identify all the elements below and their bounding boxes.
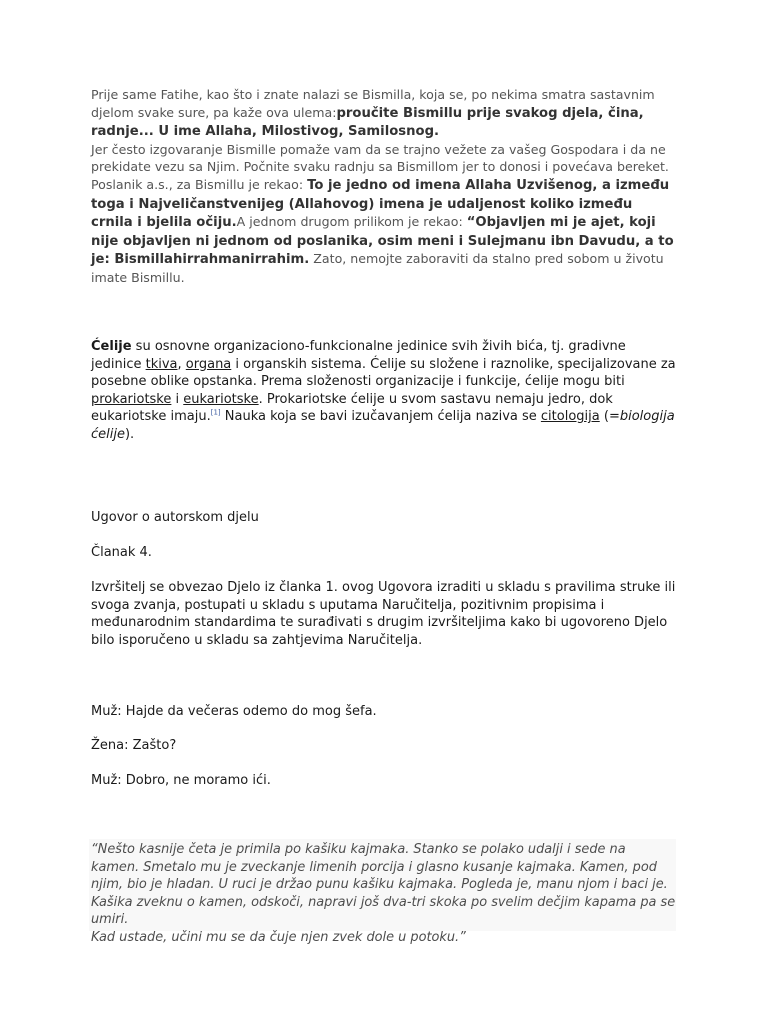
cells-text-4: Nauka koja se bavi izučavanjem ćelija naziva se xyxy=(220,409,541,425)
quote-text: “Nešto kasnije četa je primila po kašiku kajmaka. Stanko se polako udalji i sede na kamen. Smetalo mu je zveckanje limenih porcija i glasno kusanje kajmaka. Kamen, pod njim, bio je hladan. U ruci je držao punu kašiku kajmaka. Pogleda je, manu njom i baci je. Kašika zveknu o kamen, odskoči, napravi još dva-tri skoka po svelim dečjim kapama pa se umiri. xyxy=(91,842,676,928)
cells-paragraph xyxy=(91,338,676,444)
link-organa[interactable]: organa xyxy=(185,356,232,372)
dialogue-line-3: Muž: Dobro, ne moramo ići. xyxy=(91,773,271,788)
link-eukariotske[interactable]: eukariotske xyxy=(183,391,259,407)
dialogue-line-1: Muž: Hajde da večeras odemo do mog šefa. xyxy=(91,704,377,719)
cells-italic: biologija ćelije xyxy=(91,409,675,442)
quote-block xyxy=(89,839,676,945)
link-prokariotske[interactable]: prokariotske xyxy=(91,391,172,407)
bismilla-text-2: Jer često izgovaranje Bismille pomaže vam da se trajno vežete za vašeg Gospodara i da ne prekidate vezu sa Njim. Počnite svaku radnju sa Bismillom jer to donosi i povećava bereket. Poslanik a.s., za Bismillu je rekao: xyxy=(91,141,669,192)
link-tkiva[interactable]: tkiva xyxy=(145,356,178,372)
cells-text-6: ). xyxy=(124,426,135,442)
bismilla-text-3: A jednom drugom prilikom je rekao: xyxy=(236,214,467,230)
bismilla-text-1: Prije same Fatihe, kao što i znate nalazi se Bismilla, koja se, po nekima smatra sastavnim djelom svake sure, pa kaže ova ulema: xyxy=(91,87,655,120)
cells-text-5: (= xyxy=(599,409,620,425)
footnote-ref[interactable]: [1] xyxy=(210,409,221,418)
contract-article: Članak 4. xyxy=(91,545,152,560)
contract-body: Izvršitelj se obvezao Djelo iz članka 1. ovog Ugovora izraditi u skladu s pravilima struke ili svoga zvanja, postupati u skladu s uputama Naručitelja, pozitivnim propisima i međunarodnim standardima te surađivati s drugim izvršiteljima kako bi ugovoreno Djelo bilo isporučeno u skladu sa zahtjevima Naručitelja. xyxy=(91,580,676,648)
cells-text-3: . Prokariotske ćelije u svom sastavu nemaju jedro, dok eukariotske imaju. xyxy=(91,391,613,425)
dialogue-line-2: Žena: Zašto? xyxy=(91,738,177,753)
cells-text-2: i organskih sistema. Ćelije su složene i raznolike, specijalizovane za posebne oblike opstanka. Prema složenosti organizacije i funkcije, ćelije mogu biti xyxy=(91,356,676,390)
bismilla-bold-2: To je jedno od imena Allaha Uzvišenog, a između toga i Najveličanstvenijeg (Allahovog) imena je udaljenost koliko između crnila i bjelila očiju. xyxy=(91,177,670,231)
bismilla-paragraph xyxy=(91,86,676,287)
cells-text-1: su osnovne organizaciono-funkcionalne jedinice svih živih bića, tj. gradivne jedinice xyxy=(91,339,626,372)
link-citologija[interactable]: citologija xyxy=(540,409,600,425)
contract-body-block xyxy=(91,579,676,649)
cells-term: Ćelije xyxy=(91,339,132,354)
cells-sep-1: , xyxy=(177,356,186,372)
cells-sep-2: i xyxy=(171,391,184,407)
bismilla-bold-1: proučite Bismillu prije svakog djela, čina, radnje... U ime Allaha, Milostivog, Samilosnog. xyxy=(91,105,644,140)
bismilla-text-4: Zato, nemojte zaboraviti da stalno pred sobom u životu imate Bismillu. xyxy=(91,251,664,285)
quote-last-line: Kad ustade, učini mu se da čuje njen zvek dole u potoku.” xyxy=(91,929,466,945)
contract-title: Ugovor o autorskom djelu xyxy=(91,510,259,525)
bismilla-bold-3: “Objavljen mi je ajet, koji nije objavljen ni jednom od poslanika, osim meni i Sulejmanu ibn Davudu, a to je: Bismillahirrahmanirrahim. xyxy=(91,215,674,268)
